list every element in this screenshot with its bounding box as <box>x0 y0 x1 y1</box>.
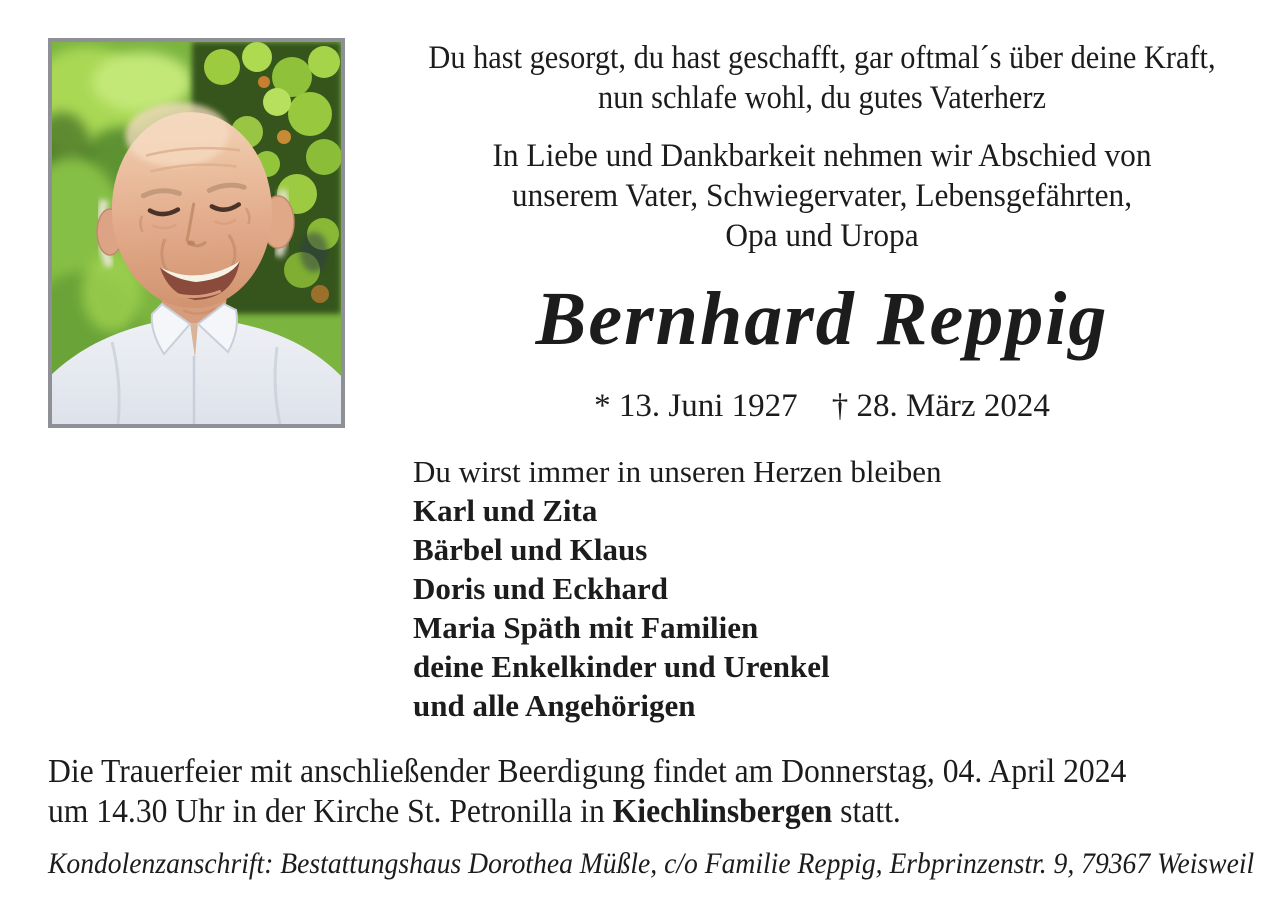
funeral-line-2 <box>48 792 1126 832</box>
funeral-info <box>48 752 1126 832</box>
family-member: Karl und Zita <box>413 493 598 528</box>
verse-line-2: nun schlafe wohl, du gutes Vaterherz <box>598 80 1046 116</box>
funeral-line-2-pre: um 14.30 Uhr in der Kirche St. Petronilla in <box>48 793 613 830</box>
family-member: Maria Späth mit Familien <box>413 610 759 645</box>
funeral-location: Kiechlinsbergen <box>612 793 833 830</box>
intro-line-2: unserem Vater, Schwiegervater, Lebensgefährten, <box>511 178 1133 214</box>
portrait-photo-image <box>52 42 341 424</box>
condolence-address: Kondolenzanschrift: Bestattungshaus Dorothea Müßle, c/o Familie Reppig, Erbprinzenstr. 9, 79367 Weisweil <box>48 847 1255 880</box>
family-member: Bärbel und Klaus <box>413 532 648 567</box>
life-dates <box>382 386 1262 426</box>
family-member: Doris und Eckhard <box>413 571 668 606</box>
death-date: † 28. März 2024 <box>831 388 1050 424</box>
intro-line-3: Opa und Uropa <box>725 218 919 254</box>
family-members <box>413 491 942 725</box>
family-block <box>413 452 942 725</box>
family-member: und alle Angehörigen <box>413 688 696 723</box>
funeral-line-1: Die Trauerfeier mit anschließender Beerdigung findet am Donnerstag, 04. April 2024 <box>48 753 1127 790</box>
memorial-verse <box>417 38 1227 118</box>
verse-line-1: Du hast gesorgt, du hast geschafft, gar oftmal´s über deine Kraft, <box>428 40 1216 76</box>
intro-line-1: In Liebe und Dankbarkeit nehmen wir Abschied von <box>492 138 1152 174</box>
birth-date: * 13. Juni 1927 <box>594 388 798 424</box>
deceased-name: Bernhard Reppig <box>535 277 1109 361</box>
funeral-line-2-post: statt. <box>832 793 901 830</box>
portrait-photo <box>48 38 345 428</box>
family-member: deine Enkelkinder und Urenkel <box>413 649 830 684</box>
farewell-intro <box>404 136 1240 256</box>
family-lead: Du wirst immer in unseren Herzen bleiben <box>413 454 942 489</box>
